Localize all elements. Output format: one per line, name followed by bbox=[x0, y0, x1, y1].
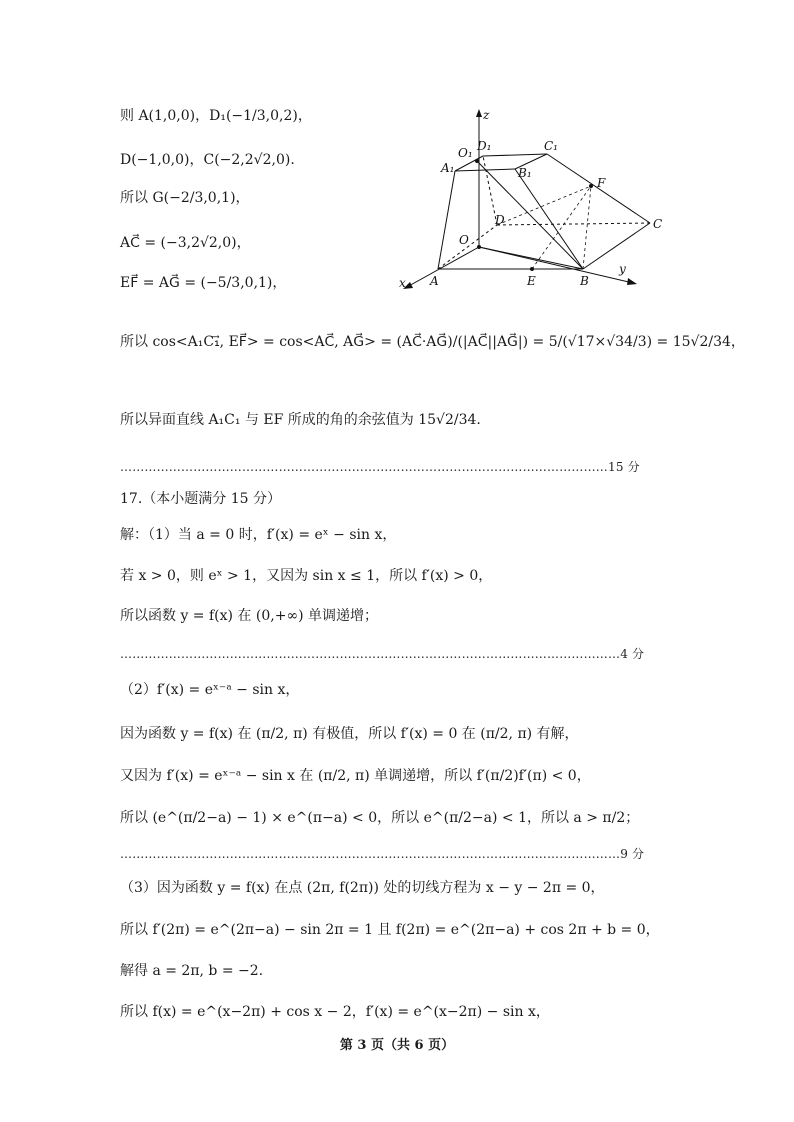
y-axis-arrow bbox=[627, 278, 637, 285]
part3-equations: 所以 f′(2π) = e^(2π−a) − sin 2π = 1 且 f(2π) = e^(2π−a) + cos 2π + b = 0， bbox=[120, 922, 660, 938]
edge-DC bbox=[497, 223, 650, 225]
coords-D-C: D(−1,0,0)，C(−2,2√2,0). bbox=[120, 152, 295, 168]
segment-DF bbox=[497, 186, 591, 225]
segment-EF bbox=[532, 186, 591, 269]
label-B: B bbox=[580, 274, 589, 288]
label-A1: A₁ bbox=[441, 161, 455, 175]
label-O1: O₁ bbox=[458, 146, 473, 160]
segment-OB bbox=[479, 247, 583, 269]
part2-monotonic: 又因为 f′(x) = eˣ⁻ᵃ − sin x 在 (π/2, π) 单调递增，所以 f′(π/2)f′(π) < 0， bbox=[120, 768, 591, 784]
edge-D1C1 bbox=[483, 154, 547, 156]
x-axis bbox=[407, 247, 479, 287]
label-y: y bbox=[619, 262, 626, 276]
part2-conclusion: 所以 (e^(π/2−a) − 1) × e^(π−a) < 0，所以 e^(π/2−a) < 1，所以 a > π/2； bbox=[120, 810, 640, 826]
page-footer: 第 3 页（共 6 页） bbox=[339, 1038, 455, 1053]
part1-derivative: 解：（1）当 a = 0 时，f′(x) = eˣ − sin x， bbox=[120, 527, 397, 543]
score-line-9: ……………………………………………………………………………………………………………9 分 bbox=[120, 847, 645, 861]
score-line-4: ……………………………………………………………………………………………………………4 分 bbox=[120, 647, 645, 661]
part1-inequality: 若 x > 0，则 eˣ > 1，又因为 sin x ≤ 1，所以 f′(x) > 0， bbox=[120, 568, 493, 584]
solid-geometry-figure bbox=[385, 105, 675, 305]
label-D: D bbox=[495, 213, 505, 227]
vector-EF-AG: EF⃗ = AG⃗ = (−5/3,0,1)， bbox=[120, 275, 287, 291]
z-axis-arrow bbox=[476, 109, 482, 117]
label-F: F bbox=[597, 176, 606, 190]
part2-derivative: （2）f′(x) = eˣ⁻ᵃ − sin x， bbox=[120, 682, 300, 698]
problem-17-heading: 17.（本小题满分 15 分） bbox=[120, 491, 281, 507]
edge-BB1 bbox=[515, 169, 583, 269]
label-A: A bbox=[430, 274, 439, 288]
point-O bbox=[477, 245, 481, 249]
coords-G: 所以 G(−2/3,0,1)， bbox=[120, 190, 250, 206]
label-B1: B₁ bbox=[518, 166, 532, 180]
part2-extremum: 因为函数 y = f(x) 在 (π/2, π) 有极值，所以 f′(x) = 0 在 (π/2, π) 有解， bbox=[120, 726, 579, 742]
score-line-15: …………………………………………………………………………………………………………15 分 bbox=[120, 460, 640, 474]
part3-functions: 所以 f(x) = e^(x−2π) + cos x − 2，f′(x) = e^(x−2π) − sin x， bbox=[120, 1004, 550, 1020]
part3-solution: 解得 a = 2π, b = −2. bbox=[120, 963, 264, 979]
cosine-computation: 所以 cos<A₁C₁⃗, EF⃗> = cos<AC⃗, AG⃗> = (AC⃗·AG⃗)/(|AC⃗||AG⃗|) = 5/(√17×√34/3) = 15√2/34， bbox=[120, 334, 745, 350]
point-E bbox=[530, 267, 534, 271]
edge-AD bbox=[438, 225, 497, 269]
part1-conclusion: 所以函数 y = f(x) 在 (0,+∞) 单调递增； bbox=[120, 608, 379, 624]
edge-AA1 bbox=[438, 171, 455, 269]
label-x: x bbox=[399, 276, 406, 290]
edge-BC bbox=[583, 223, 650, 269]
label-C: C bbox=[653, 217, 663, 231]
label-C1: C₁ bbox=[544, 139, 558, 153]
label-O: O bbox=[459, 233, 469, 247]
point-O1 bbox=[475, 159, 479, 163]
coords-A-D1: 则 A(1,0,0)，D₁(−1/3,0,2)， bbox=[120, 108, 312, 124]
point-F bbox=[589, 184, 593, 188]
segment-BF bbox=[583, 186, 591, 269]
cosine-conclusion: 所以异面直线 A₁C₁ 与 EF 所成的角的余弦值为 15√2/34. bbox=[120, 412, 481, 428]
label-E: E bbox=[527, 274, 536, 288]
y-axis bbox=[479, 247, 633, 283]
part3-tangent: （3）因为函数 y = f(x) 在点 (2π, f(2π)) 处的切线方程为 x − y − 2π = 0， bbox=[120, 880, 605, 896]
label-z: z bbox=[483, 108, 490, 122]
vector-AC: AC⃗ = (−3,2√2,0)， bbox=[120, 235, 251, 251]
label-D1: D₁ bbox=[477, 139, 492, 153]
